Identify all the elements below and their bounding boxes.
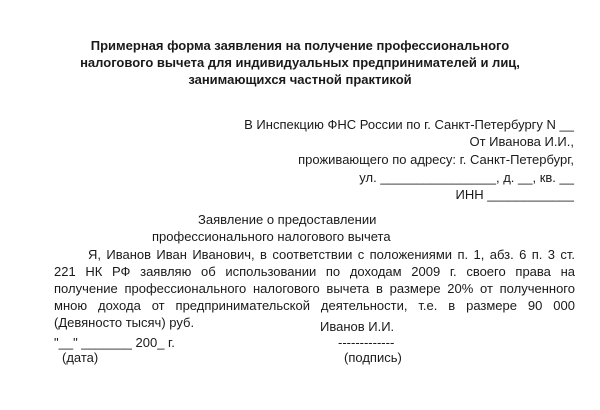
addressee-residing: проживающего по адресу: г. Санкт-Петербург,	[298, 152, 574, 167]
statement-body-line-1: Я, Иванов Иван Иванович, в соответствии с положениями п. 1, абз. 6 п. 3 ст.	[88, 247, 575, 262]
statement-body-line-3: получение профессионального налогового вычета в размере 20% от полученного	[54, 281, 575, 296]
signature-name: Иванов И.И.	[320, 319, 395, 334]
statement-heading-line-2: профессионального налогового вычета	[152, 229, 391, 244]
document-title-line-2: налогового вычета для индивидуальных предпринимателей и лиц,	[80, 55, 520, 70]
statement-body-line-4: мною дохода от предпринимательской деятельности, т.е. в размере 90 000	[54, 298, 575, 313]
addressee-street: ул. ________________, д. __, кв. __	[359, 170, 574, 185]
signature-date-line: "__" _______ 200_ г.	[54, 335, 175, 350]
addressee-inn: ИНН ____________	[455, 187, 574, 202]
document-title-line-3: занимающихся частной практикой	[188, 72, 412, 87]
signature-date-caption: (дата)	[62, 350, 99, 365]
signature-sign-line: -------------	[338, 335, 395, 350]
statement-heading-line-1: Заявление о предоставлении	[198, 212, 377, 227]
addressee-inspection: В Инспекцию ФНС России по г. Санкт-Петербургу N __	[244, 117, 574, 132]
statement-body-line-2: 221 НК РФ заявляю об использовании по доходам 2009 г. своего права на	[54, 264, 575, 279]
addressee-from: От Иванова И.И.,	[469, 134, 574, 149]
document-title-line-1: Примерная форма заявления на получение профессионального	[90, 38, 510, 53]
signature-sign-caption: (подпись)	[344, 350, 402, 365]
statement-body-line-5: (Девяносто тысяч) руб.	[54, 315, 195, 330]
